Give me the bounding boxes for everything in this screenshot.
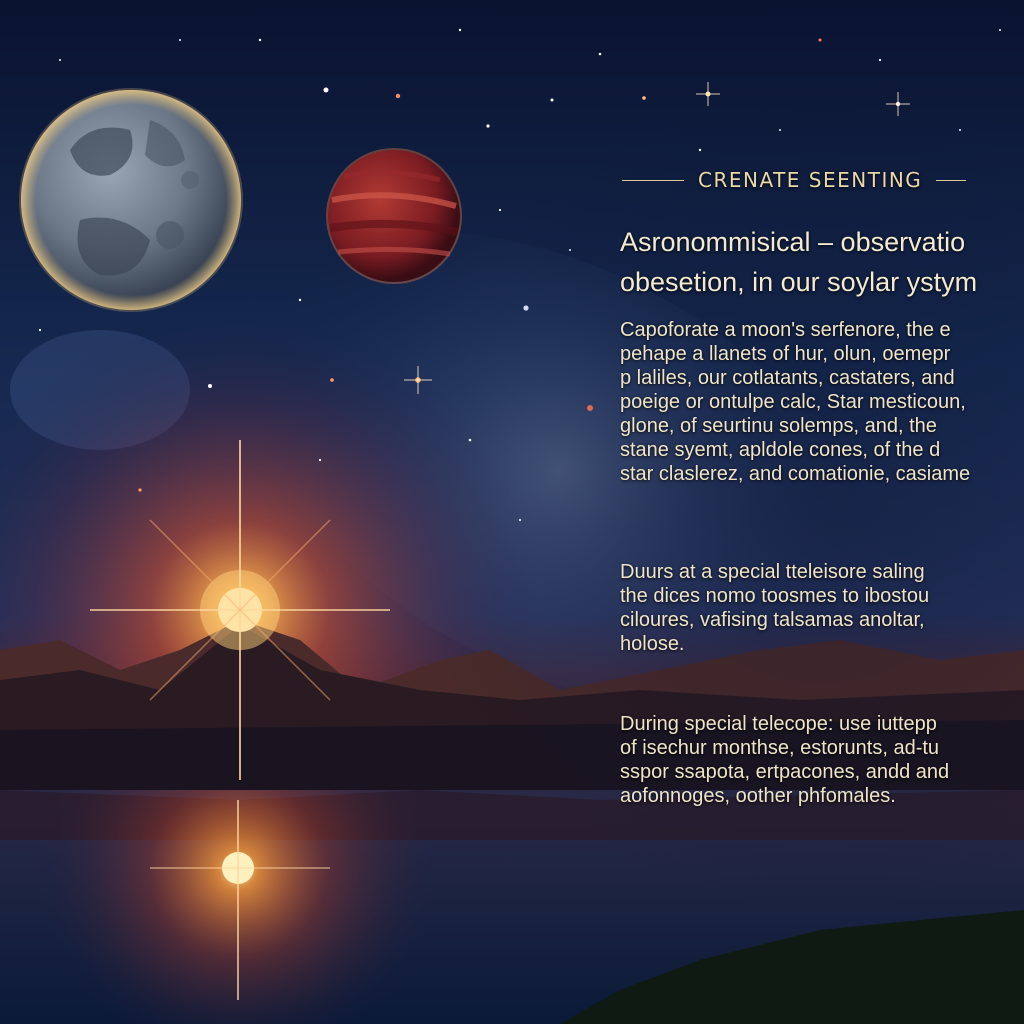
paragraph-line: During special telecope: use iuttepp xyxy=(620,713,937,735)
paragraph-line: p laliles, our cotlatants, castaters, and xyxy=(620,367,955,389)
paragraph-line: star claslerez, and comationie, casiame xyxy=(620,463,971,485)
headline xyxy=(620,222,1024,302)
kicker-rule-left xyxy=(622,180,684,181)
kicker-heading xyxy=(622,168,1024,192)
paragraph-line: the dices nomo toosmes to ibostou xyxy=(620,585,930,607)
headline-line: Asronommisical – observatio xyxy=(620,227,966,257)
paragraph-line: sspor ssapota, ertpacones, andd and xyxy=(620,761,950,783)
paragraph-line: Duurs at a special tteleisore saling xyxy=(620,561,925,583)
paragraph-line: holose. xyxy=(620,633,685,655)
paragraph-line: of isechur monthse, estorunts, ad-tu xyxy=(620,737,940,759)
paragraph-line: pehape a llanets of hur, olun, oemepr xyxy=(620,343,951,365)
paragraph-line: aofonnoges, oother phfomales. xyxy=(620,785,896,807)
paragraph-1 xyxy=(620,318,1024,486)
paragraph-line: Capoforate a moon's serfenore, the e xyxy=(620,319,951,341)
paragraph-line: poeige or ontulpe calc, Star mesticoun, xyxy=(620,391,966,413)
paragraph-line: ciloures, vafising talsamas anoltar, xyxy=(620,609,925,631)
headline-line: obesetion, in our soylar ystym xyxy=(620,267,978,297)
paragraph-2 xyxy=(620,560,1024,656)
kicker-rule-right xyxy=(936,180,966,181)
paragraph-line: stane syemt, apldole cones, of the d xyxy=(620,439,941,461)
paragraph-line: glone, of seurtinu solemps, and, the xyxy=(620,415,937,437)
paragraph-3 xyxy=(620,712,1024,808)
kicker-text: CRENATE SEENTING xyxy=(698,168,923,192)
